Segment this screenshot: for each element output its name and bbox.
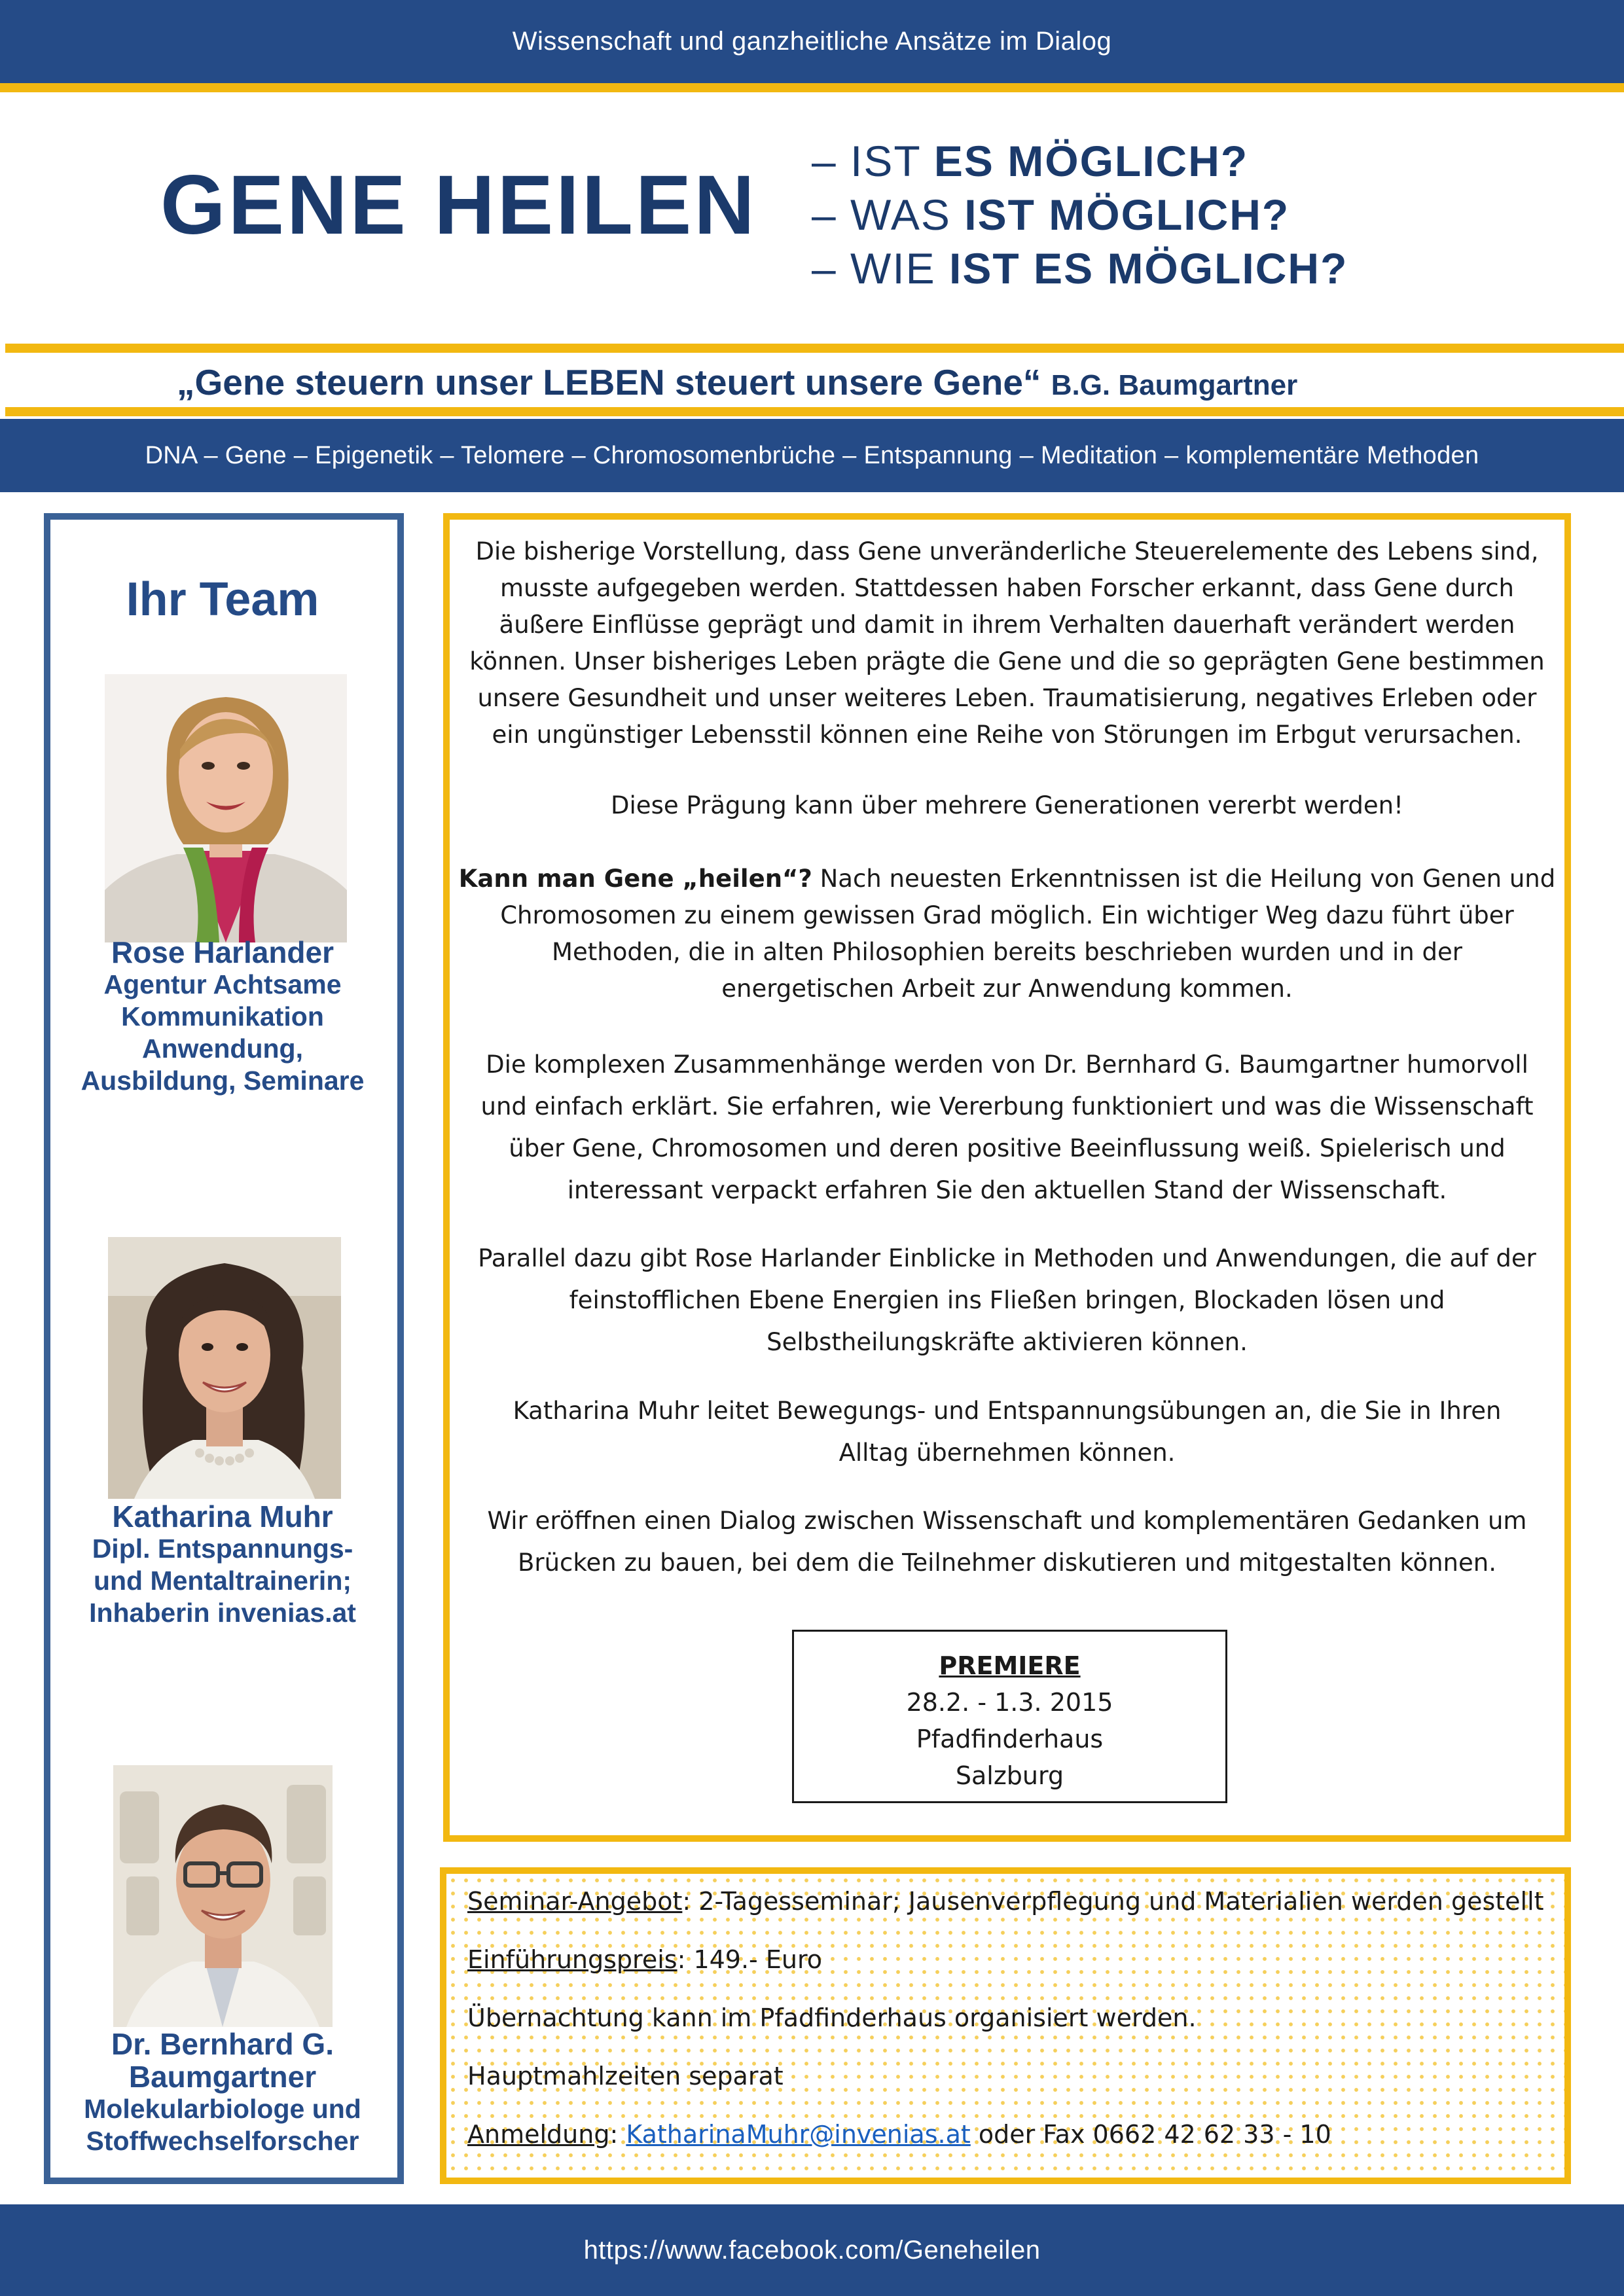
signup-email-link[interactable]: KatharinaMuhr@invenias.at xyxy=(626,2120,971,2149)
paragraph-exercises: Katharina Muhr leitet Bewegungs- und Entspannungsübungen an, die Sie in Ihren Alltag übernehmen können. xyxy=(513,1397,1502,1467)
premiere-box xyxy=(792,1630,1227,1803)
member-rose-harlander: Rose Harlander Agentur Achtsame Kommunikation Anwendung, Ausbildung, Seminare xyxy=(81,935,365,1096)
premiere-city: Salzburg xyxy=(955,1761,1064,1790)
question-3: – WIE IST ES MÖGLICH? xyxy=(812,244,1348,293)
gold-divider-top xyxy=(0,83,1624,92)
paragraph-intro: Die bisherige Vorstellung, dass Gene unveränderliche Steuerelemente des Lebens sind, musste aufgegeben werden. Stattdessen haben Forscher erkannt, dass Gene durch äußere Einflüsse geprägt und damit in ihrem Verhalten dauerhaft verändert werden können. Unser bisheriges Leben prägte die Gene und die so geprägten Gene bestimmen unsere Gesundheit und unser weiteres Leben. Traumatisierung, negatives Erleben oder ein ungünstiger Lebensstil können eine Reihe von Störungen im Erbgut verursachen. xyxy=(469,537,1545,749)
premiere-title: PREMIERE xyxy=(939,1651,1081,1680)
paragraph-methods: Parallel dazu gibt Rose Harlander Einblicke in Methoden und Anwendungen, die auf der feinstofflichen Ebene Energien ins Fließen bringen, Blockaden lösen und Selbstheilungskräfte aktivieren können. xyxy=(478,1244,1536,1356)
quote-author: B.G. Baumgartner xyxy=(1051,369,1298,401)
question-1: – IST ES MÖGLICH? xyxy=(812,137,1249,185)
portrait-bernhard-baumgartner xyxy=(113,1765,333,2027)
portrait-rose-harlander xyxy=(105,674,347,942)
page-title: GENE HEILEN xyxy=(160,158,757,252)
facebook-link[interactable]: https://www.facebook.com/Geneheilen xyxy=(583,2235,1041,2265)
paragraph-healing: Kann man Gene „heilen“? Nach neuesten Erkenntnissen ist die Heilung von Genen und Chromosomen zu einem gewissen Grad möglich. Ein wichtiger Weg dazu führt über Methoden, die in alten Philosophien bereits beschrieben wurden und in der energetischen Arbeit zur Anwendung kommen. xyxy=(458,865,1556,1003)
question-list xyxy=(812,134,1348,295)
paragraph-science: Die komplexen Zusammenhänge werden von Dr. Bernhard G. Baumgartner humorvoll und einfach erklärt. Sie erfahren, wie Vererbung funktioniert und was die Wissenschaft über Gene, Chromosomen und deren positive Beeinflussung weiß. Spielerisch und interessant verpackt erfahren Sie den aktuellen Stand der Wissenschaft. xyxy=(480,1050,1534,1204)
question-2: – WAS IST MÖGLICH? xyxy=(812,190,1290,239)
team-title: Ihr Team xyxy=(126,573,319,626)
tagline: Wissenschaft und ganzheitliche Ansätze im Dialog xyxy=(512,27,1112,56)
meals-note: Hauptmahlzeiten separat xyxy=(467,2062,784,2090)
topics-text: DNA – Gene – Epigenetik – Telomere – Chromosomenbrüche – Entspannung – Meditation – komplementäre Methoden xyxy=(145,441,1479,469)
premiere-date: 28.2. - 1.3. 2015 xyxy=(906,1688,1113,1717)
overnight-note: Übernachtung kann im Pfadfinderhaus organisiert werden. xyxy=(467,2003,1197,2032)
paragraph-inheritance: Diese Prägung kann über mehrere Generationen vererbt werden! xyxy=(611,791,1403,819)
motto-quote xyxy=(177,359,1297,409)
premiere-venue: Pfadfinderhaus xyxy=(916,1725,1104,1753)
seminar-offer: Seminar-Angebot: 2-Tagesseminar; Jausenverpflegung und Materialien werden gestellt xyxy=(467,1887,1544,1916)
paragraph-dialog: Wir eröffnen einen Dialog zwischen Wissenschaft und komplementären Gedanken um Brücken zu bauen, bei dem die Teilnehmer diskutieren und mitgestalten können. xyxy=(487,1507,1527,1577)
topics-banner xyxy=(0,419,1624,492)
member-bernhard-baumgartner: Dr. Bernhard G. Baumgartner Molekularbiologe und Stoffwechselforscher xyxy=(84,2027,361,2156)
portrait-katharina-muhr xyxy=(108,1237,341,1499)
gold-divider-quote-top xyxy=(5,344,1624,353)
seminar-price: Einführungspreis: 149.- Euro xyxy=(467,1945,822,1974)
gold-divider-quote-bottom xyxy=(5,407,1624,416)
tagline-banner xyxy=(0,0,1624,83)
member-katharina-muhr: Katharina Muhr Dipl. Entspannungs- und Mentaltrainerin; Inhaberin invenias.at xyxy=(89,1499,356,1628)
quote-text: „Gene steuern unser LEBEN steuert unsere Gene“ xyxy=(177,362,1041,403)
footer-banner xyxy=(0,2204,1624,2296)
signup-line: Anmeldung: KatharinaMuhr@invenias.at oder Fax 0662 42 62 33 - 10 xyxy=(467,2120,1331,2149)
